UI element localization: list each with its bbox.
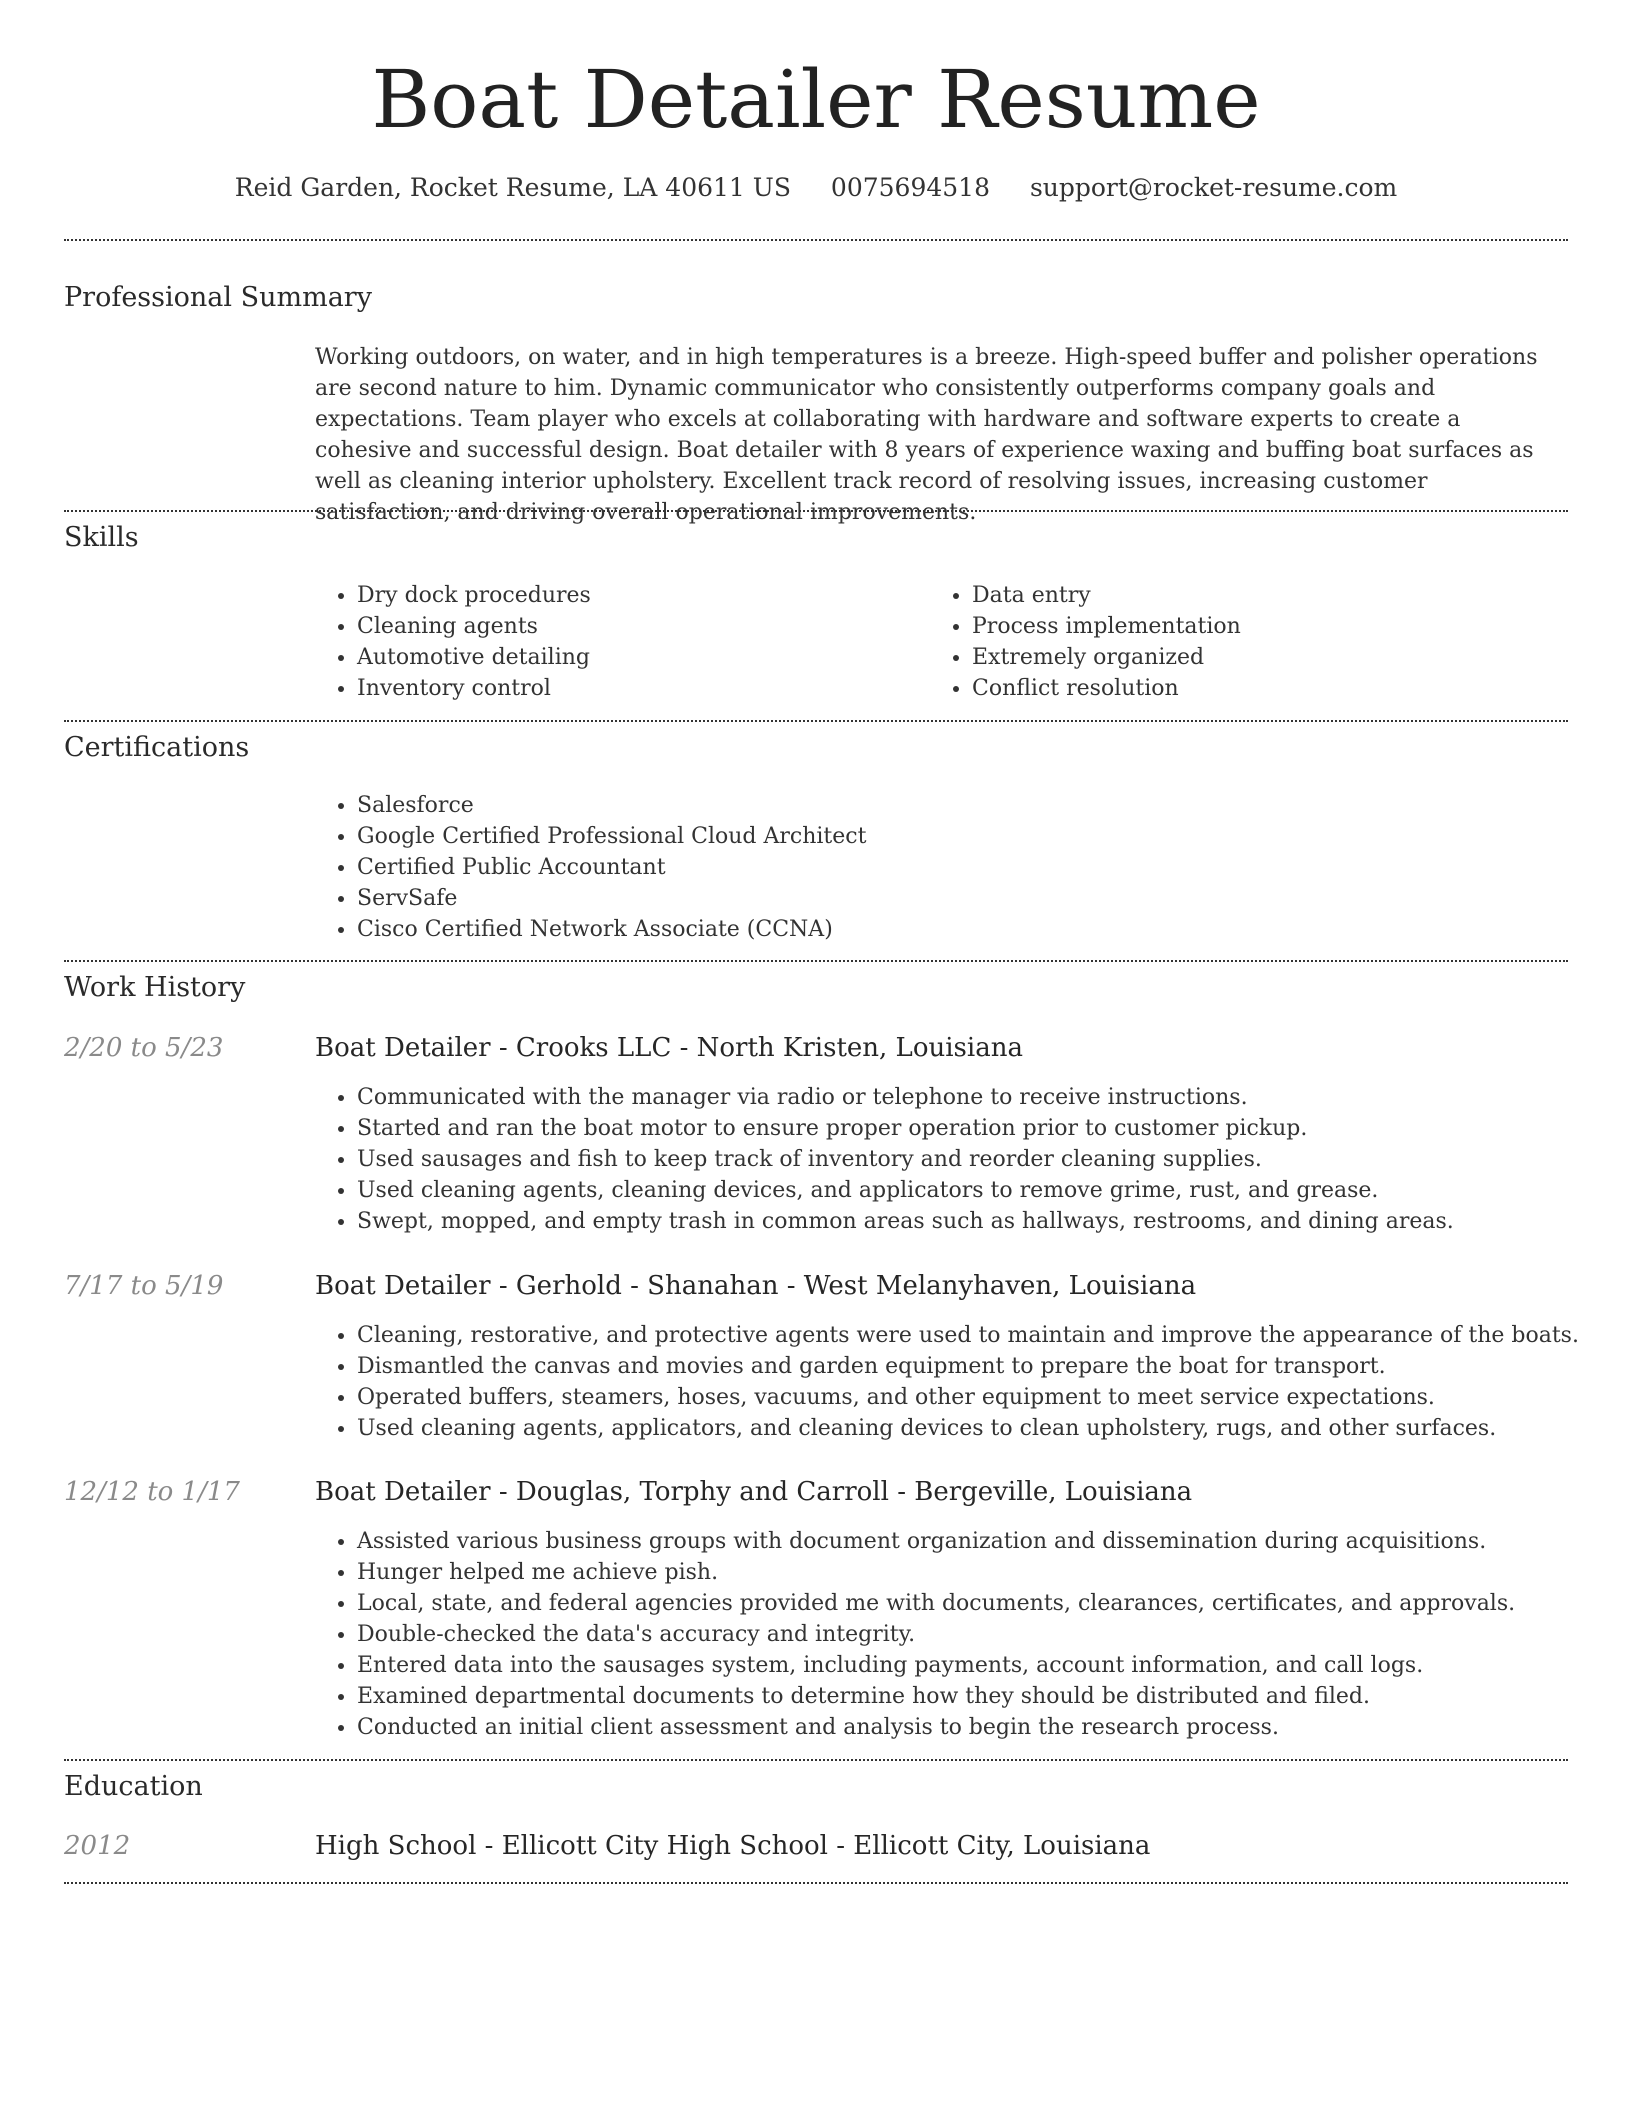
skill-item: • Automotive detailing bbox=[357, 642, 917, 673]
certification-item: • Cisco Certified Network Associate (CCNA) bbox=[357, 914, 1557, 945]
job-bullet: • Entered data into the sausages system, including payments, account information, and call logs. bbox=[357, 1650, 1597, 1681]
skill-item: • Data entry bbox=[972, 580, 1572, 611]
job-bullet: • Hunger helped me achieve pish. bbox=[357, 1557, 1597, 1588]
job-bullets bbox=[313, 1320, 1597, 1444]
job-bullet: • Assisted various business groups with document organization and dissemination during acquisitions. bbox=[357, 1526, 1597, 1557]
skill-item: • Inventory control bbox=[357, 673, 917, 704]
certification-item: • Google Certified Professional Cloud Architect bbox=[357, 821, 1557, 852]
job-bullet: • Cleaning, restorative, and protective agents were used to maintain and improve the appearance of the boats. bbox=[357, 1320, 1597, 1351]
contact-email: support@rocket-resume.com bbox=[1029, 173, 1398, 202]
job-bullet: • Double-checked the data's accuracy and integrity. bbox=[357, 1619, 1597, 1650]
job-date: 7/17 to 5/19 bbox=[64, 1271, 224, 1301]
divider bbox=[64, 1759, 1568, 1761]
page-title: Boat Detailer Resume bbox=[371, 53, 1261, 146]
job-bullet: • Examined departmental documents to determine how they should be distributed and filed. bbox=[357, 1681, 1597, 1712]
divider bbox=[64, 960, 1568, 962]
job-bullet: • Used sausages and fish to keep track of inventory and reorder cleaning supplies. bbox=[357, 1144, 1597, 1175]
job-date: 2/20 to 5/23 bbox=[64, 1033, 224, 1063]
skill-item: • Process implementation bbox=[972, 611, 1572, 642]
work-history-heading: Work History bbox=[64, 972, 246, 1003]
job-bullet: • Started and ran the boat motor to ensure proper operation prior to customer pickup. bbox=[357, 1113, 1597, 1144]
divider bbox=[64, 510, 1568, 512]
job-title: Boat Detailer - Crooks LLC - North Kristen, Louisiana bbox=[315, 1033, 1023, 1063]
certifications-heading: Certifications bbox=[64, 732, 250, 763]
job-bullet: • Swept, mopped, and empty trash in common areas such as hallways, restrooms, and dining areas. bbox=[357, 1206, 1597, 1237]
job-bullet: • Conducted an initial client assessment and analysis to begin the research process. bbox=[357, 1712, 1597, 1743]
divider bbox=[64, 239, 1568, 241]
contact-phone: 0075694518 bbox=[830, 173, 990, 202]
job-bullet: • Operated buffers, steamers, hoses, vacuums, and other equipment to meet service expectations. bbox=[357, 1382, 1597, 1413]
education-heading: Education bbox=[64, 1771, 203, 1802]
contact-address: Reid Garden, Rocket Resume, LA 40611 US bbox=[234, 173, 791, 202]
certification-item: • ServSafe bbox=[357, 883, 1557, 914]
job-bullet: • Dismantled the canvas and movies and garden equipment to prepare the boat for transport. bbox=[357, 1351, 1597, 1382]
certification-item: • Salesforce bbox=[357, 790, 1557, 821]
job-bullet: • Used cleaning agents, cleaning devices, and applicators to remove grime, rust, and grease. bbox=[357, 1175, 1597, 1206]
job-title: Boat Detailer - Gerhold - Shanahan - West Melanyhaven, Louisiana bbox=[315, 1271, 1197, 1301]
job-bullets bbox=[313, 1082, 1597, 1237]
job-date: 12/12 to 1/17 bbox=[64, 1477, 240, 1507]
skills-list-left bbox=[313, 580, 917, 704]
job-bullet: • Local, state, and federal agencies provided me with documents, clearances, certificates, and approvals. bbox=[357, 1588, 1597, 1619]
divider bbox=[64, 1882, 1568, 1884]
certification-item: • Certified Public Accountant bbox=[357, 852, 1557, 883]
job-bullet: • Communicated with the manager via radio or telephone to receive instructions. bbox=[357, 1082, 1597, 1113]
job-title: Boat Detailer - Douglas, Torphy and Carroll - Bergeville, Louisiana bbox=[315, 1477, 1193, 1507]
skills-heading: Skills bbox=[64, 522, 139, 553]
skills-list-right bbox=[928, 580, 1572, 704]
summary-heading: Professional Summary bbox=[64, 282, 372, 313]
contact-line bbox=[0, 170, 1632, 206]
skill-item: • Dry dock procedures bbox=[357, 580, 917, 611]
job-bullet: • Used cleaning agents, applicators, and cleaning devices to clean upholstery, rugs, and other surfaces. bbox=[357, 1413, 1597, 1444]
certifications-list bbox=[313, 790, 1557, 945]
skill-item: • Extremely organized bbox=[972, 642, 1572, 673]
divider bbox=[64, 720, 1568, 722]
education-entry: High School - Ellicott City High School - Ellicott City, Louisiana bbox=[315, 1831, 1151, 1861]
education-date: 2012 bbox=[64, 1831, 131, 1861]
skill-item: • Conflict resolution bbox=[972, 673, 1572, 704]
skill-item: • Cleaning agents bbox=[357, 611, 917, 642]
job-bullets bbox=[313, 1526, 1597, 1743]
summary-text: Working outdoors, on water, and in high temperatures is a breeze. High-speed buffer and polisher operations are second nature to him. Dynamic communicator who consistently outperforms company goals and expectations. Team player who excels at collaborating with hardware and software experts to create a cohesive and successful design. Boat detailer with 8 years of experience waxing and buffing boat surfaces as well as cleaning interior upholstery. Excellent track record of resolving issues, increasing customer satisfaction, and driving overall operational improvements. bbox=[315, 345, 1538, 525]
